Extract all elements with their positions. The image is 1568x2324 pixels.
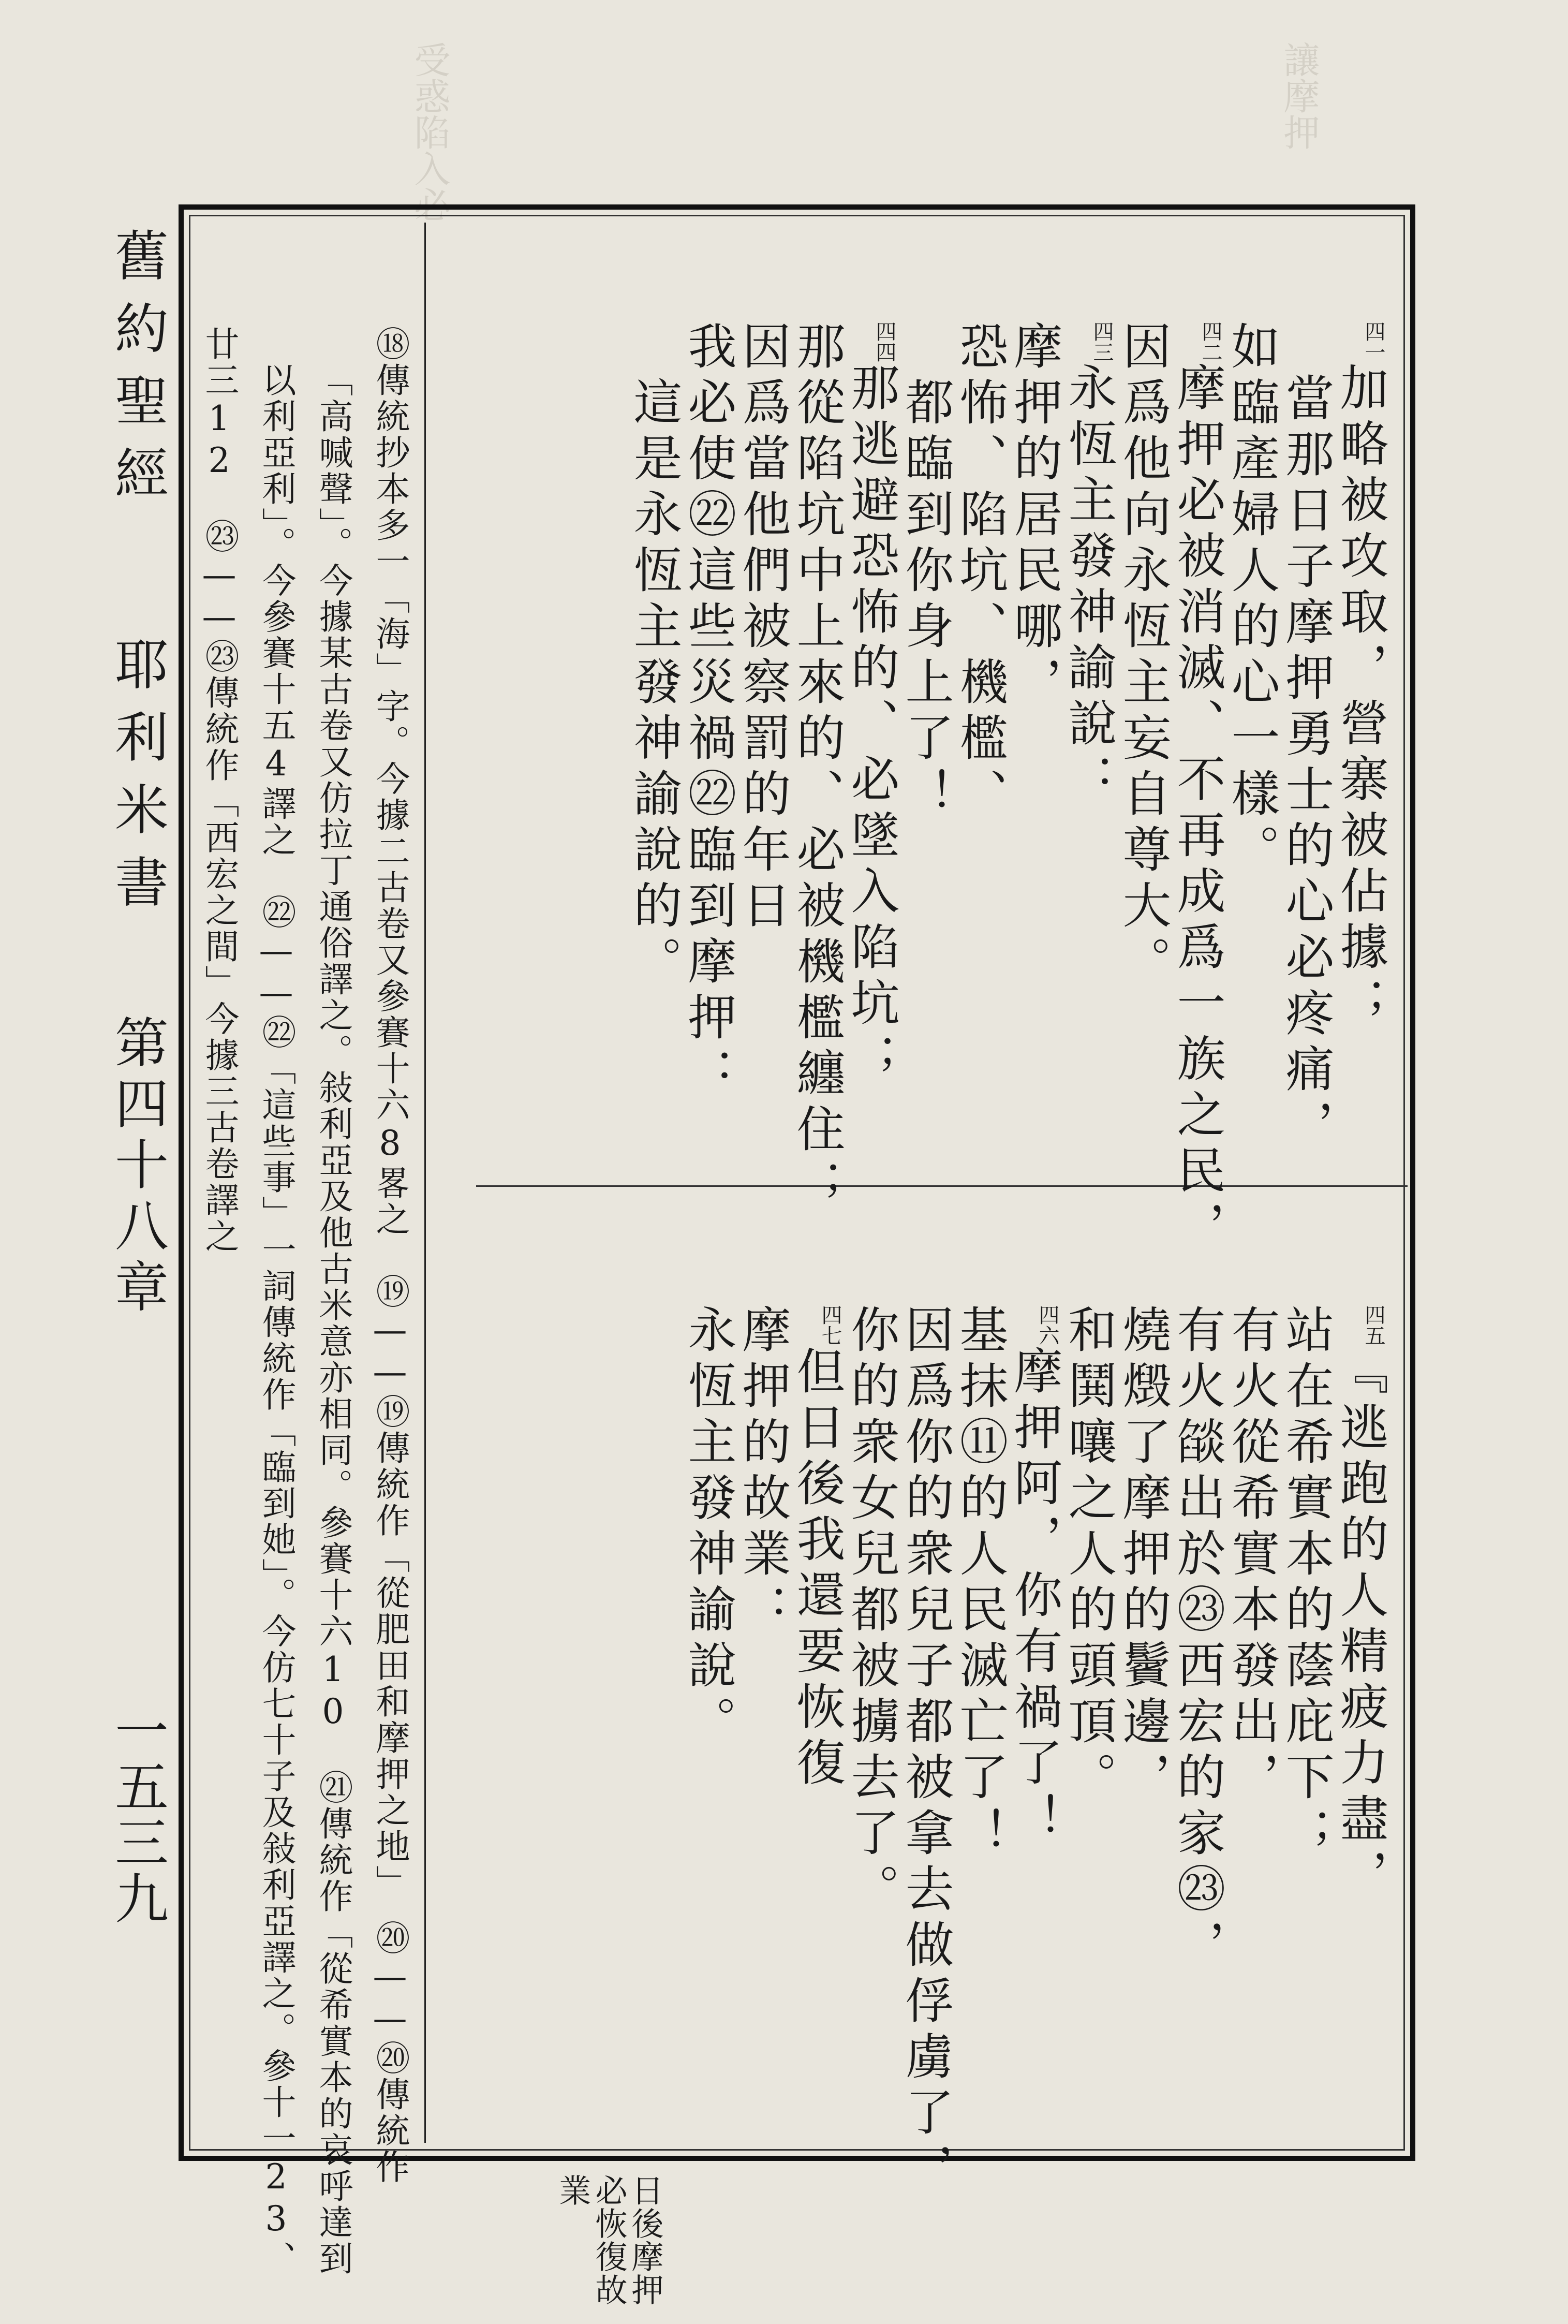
- verse-line: 站在希實本的蔭庇下；: [1277, 1304, 1334, 1863]
- chapter-heading: 第四十八章: [106, 1014, 169, 1320]
- chapter-book: 耶利米書: [106, 637, 169, 926]
- verse-line: 如臨產婦人的心一樣。: [1223, 321, 1279, 880]
- verse-line: $^{四七}$但日後我還要恢復: [788, 1304, 845, 1793]
- verse-line: 燒燬了摩押的鬢邊，: [1114, 1304, 1171, 1807]
- verse-number: 四五: [1362, 1304, 1385, 1346]
- verse-line: 這是永恆主發神諭說的。: [625, 321, 682, 992]
- verse-line: $^{四五}$『逃跑的人精疲力盡，: [1332, 1304, 1388, 1905]
- verse-line: 恐怖、陷坑、機檻、: [951, 321, 1008, 824]
- book-title: 舊約聖經: [106, 228, 169, 518]
- verse-number: 四一: [1362, 321, 1385, 362]
- verse-line: 有火燄出於㉓西宏的家㉓，: [1168, 1304, 1225, 1975]
- page-number: 一五三九: [106, 1703, 169, 1926]
- verse-line: 都臨到你身上了！: [897, 321, 953, 824]
- verse-line: $^{四四}$那逃避恐怖的、必墜入陷坑；: [842, 321, 899, 1089]
- verse-line: $^{四一}$加略被攻取，營寨被佔據；: [1332, 321, 1388, 1033]
- verse-line: 因爲他向永恆主妄自尊大。: [1114, 321, 1171, 992]
- verse-line: 摩押的故業：: [734, 1304, 790, 1640]
- verse-number: 四四: [872, 321, 896, 362]
- verse-line: 我必使㉒這些災禍㉒臨到摩押：: [679, 321, 736, 1104]
- side-note-line: 日後摩押: [626, 2174, 664, 2306]
- footnote-line: 以利亞利」。今參賽十五4譯之 ㉒——㉒「這些事」一詞傳統作「臨到她」。今仿七十子及敍利亞譯之。參十一23、: [256, 362, 296, 2277]
- section-divider: [476, 1185, 1408, 1187]
- verse-number: 四六: [1036, 1304, 1059, 1346]
- verse-line: 那從陷坑中上來的、必被機檻纏住；: [788, 321, 845, 1215]
- show-through-text: 受惑陷入必: [408, 41, 451, 223]
- side-note-line: 業: [554, 2174, 591, 2207]
- verse-line: $^{四二}$摩押必被消滅、不再成爲一族之民，: [1168, 321, 1225, 1257]
- side-note-line: 必恢復故: [590, 2174, 628, 2306]
- show-through-text: 讓摩押: [1278, 41, 1320, 150]
- footnote-line: ⑱傳統抄本多一「海」字。今據二古卷又參賽十六8畧之 ⑲——⑲傳統作「從肥田和摩押之地」 ⑳——⑳傳統作: [370, 326, 410, 2185]
- verse-line: 永恆主發神諭說。: [679, 1304, 736, 1752]
- footnote-line: 「高喊聲」。今據某古卷又仿拉丁通俗譯之。敍利亞及他古米意亦相同。參賽十六10 ㉑傳統作「從希實本的哀呼達到: [313, 362, 353, 2277]
- verse-line: 基抹⑪的人民滅亡了！: [951, 1304, 1008, 1863]
- verse-line: 當那日子摩押勇士的心必疼痛，: [1277, 373, 1334, 1155]
- verse-line: 有火從希實本發出，: [1223, 1304, 1279, 1807]
- verse-number: 四三: [1090, 321, 1114, 362]
- footnote-divider: [424, 223, 426, 2143]
- verse-line: 和鬨嚷之人的頭頂。: [1060, 1304, 1116, 1807]
- verse-line: 因爲當他們被察罰的年日: [734, 321, 790, 936]
- verse-number: 四二: [1199, 321, 1222, 362]
- verse-line: 摩押的居民哪，: [1005, 321, 1062, 712]
- verse-line: 因爲你的衆兒子都被拿去做俘虜了，: [897, 1304, 953, 2199]
- verse-line: $^{四六}$摩押阿，你有禍了！: [1005, 1304, 1062, 1849]
- verse-line: 你的衆女兒都被擄去了。: [842, 1304, 899, 1919]
- footnote-line: 廿三12 ㉓——㉓傳統作「西宏之間」今據三古卷譯之: [199, 326, 239, 1255]
- verse-number: 四七: [818, 1304, 842, 1346]
- verse-line: $^{四三}$永恆主發神諭說：: [1060, 321, 1116, 810]
